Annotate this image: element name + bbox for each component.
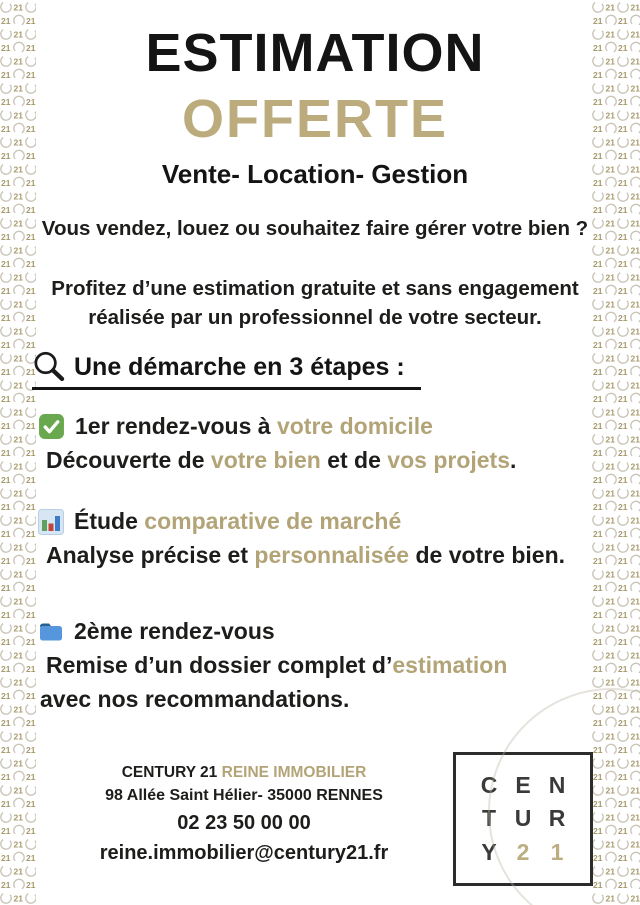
process-heading [32, 350, 421, 390]
logo-letter: U [514, 805, 532, 832]
agency-phone[interactable]: 02 23 50 00 00 [177, 812, 311, 834]
step2-detail: Analyse précise et personnalisée de votre bien. [46, 542, 566, 568]
process-heading-label: Une démarche en 3 étapes : [74, 352, 405, 381]
logo-letter: Y [481, 838, 497, 865]
logo-letter: T [481, 805, 497, 832]
logo-letter: C [480, 772, 498, 799]
bar-chart-icon [38, 509, 64, 535]
logo-digit: 2 [516, 838, 530, 865]
intro-question: Vous vendez, louez ou souhaitez faire gérer votre bien ? [41, 217, 589, 240]
process-heading-wrap [32, 350, 421, 390]
step3-detail-line2: avec nos recommandations. [40, 686, 350, 712]
services-tagline: Vente- Location- Gestion [161, 159, 469, 189]
magnifier-icon [32, 350, 66, 384]
step-1 [38, 413, 516, 474]
step1-detail: Découverte de votre bien et de vos projets. [46, 447, 517, 473]
intro-pitch-line1: Profitez d’une estimation gratuite et sans engagement [51, 277, 579, 300]
step-3 [38, 618, 507, 713]
page-title: ESTIMATION [145, 23, 485, 83]
agency-address: 98 Allée Saint Hélier- 35000 RENNES [105, 787, 383, 804]
step1-title: 1er rendez-vous à votre domicile [75, 413, 433, 439]
check-icon [38, 413, 65, 440]
logo-digit: 1 [550, 838, 564, 865]
intro-pitch-line2: réalisée par un professionnel de votre secteur. [88, 306, 542, 330]
step3-detail-line1: Remise d’un dossier complet d’estimation [46, 652, 508, 678]
contact-block [40, 764, 448, 865]
logo-letter: N [548, 772, 566, 799]
offer-title: OFFERTE [182, 89, 448, 149]
intro-pitch [36, 274, 594, 332]
step3-title: 2ème rendez-vous [74, 618, 275, 644]
step-2 [38, 508, 565, 569]
step2-title: Étude comparative de marché [74, 508, 402, 534]
century21-logo [453, 752, 593, 886]
folder-icon [38, 619, 64, 645]
agency-line: CENTURY 21 REINE IMMOBILIER [121, 764, 367, 781]
logo-letter: R [548, 805, 566, 832]
logo-letter: E [515, 772, 531, 799]
agency-email[interactable]: reine.immobilier@century21.fr [99, 842, 389, 864]
